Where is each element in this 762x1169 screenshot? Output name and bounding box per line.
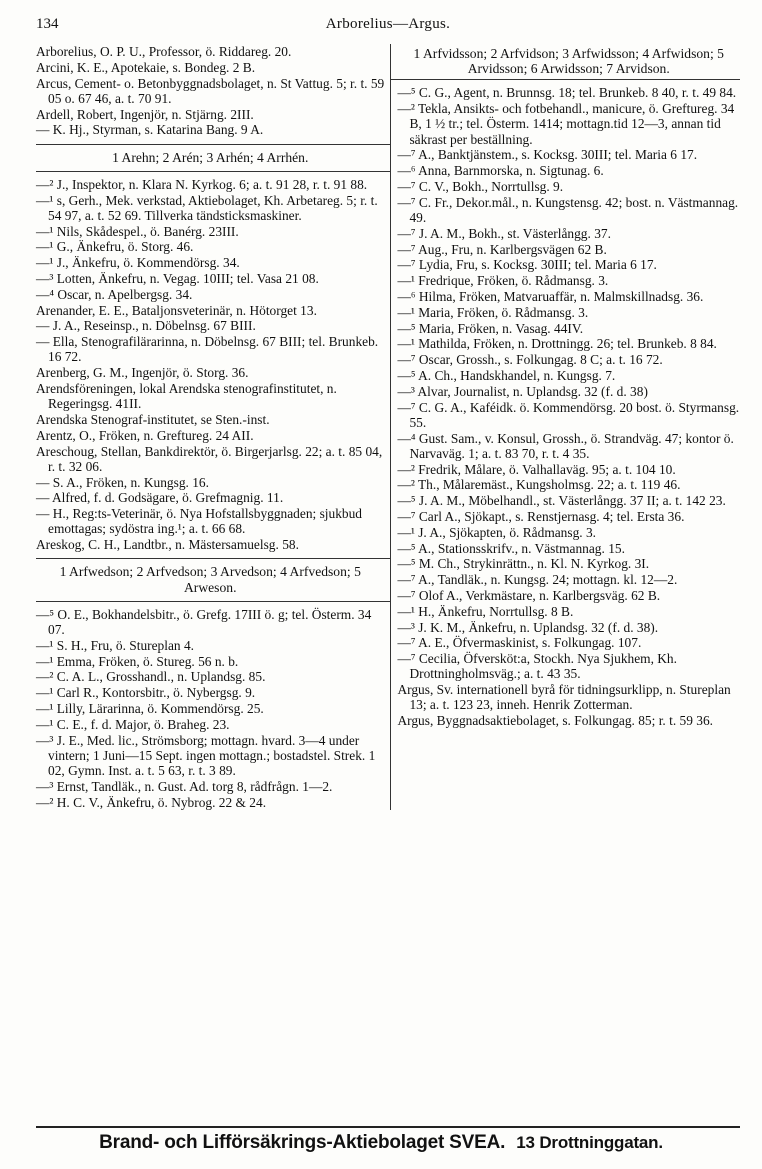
entry-group [36, 177, 384, 553]
directory-entry: —⁵ Maria, Fröken, n. Vasag. 44IV. [397, 320, 584, 336]
directory-entry: —⁷ Cecilia, Öfversköt:a, Stockh. Nya Sjukhem, Kh. Drottningholmsväg.; a. t. 43 35. [397, 651, 677, 682]
directory-entry: Ardell, Robert, Ingenjör, n. Stjärng. 2III. [36, 106, 254, 122]
advertiser-name: Brand- och Lifförsäkrings-Aktiebolaget SVEA. [99, 1132, 506, 1153]
directory-entry: — S. A., Fröken, n. Kungsg. 16. [36, 474, 209, 490]
directory-entry: —¹ Maria, Fröken, ö. Rådmansg. 3. [397, 304, 589, 320]
directory-entry: —⁵ M. Ch., Strykinrättn., n. Kl. N. Kyrkog. 3I. [397, 556, 650, 572]
directory-entry: —² Tekla, Ansikts- och fotbehandl., manicure, ö. Greftureg. 34 B, 1 ½ tr.; tel. Österm. 1414; mottagn.tid 12—3, annan tid säkrast per beställning. [397, 101, 735, 147]
directory-entry: —² J., Inspektor, n. Klara N. Kyrkog. 6; a. t. 91 28, r. t. 91 88. [36, 176, 368, 192]
directory-entry: Areskog, C. H., Landtbr., n. Mästersamuelsg. 58. [36, 537, 299, 553]
directory-entry: Arcus, Cement- o. Betonbyggnadsbolaget, n. St Vattug. 5; r. t. 59 05 o. 67 46, a. t. 70 91. [36, 75, 385, 106]
directory-entry: —¹ J., Änkefru, ö. Kommendörsg. 34. [36, 255, 240, 271]
directory-entry: —⁵ A. Ch., Handskhandel, n. Kungsg. 7. [397, 367, 616, 383]
section-divider [36, 144, 390, 145]
directory-entry: —⁷ J. A. M., Bokh., st. Västerlångg. 37. [397, 225, 611, 241]
section-divider [391, 79, 740, 80]
directory-entry: —¹ Carl R., Kontorsbitr., ö. Nybergsg. 9. [36, 685, 256, 701]
directory-entry: —¹ C. E., f. d. Major, ö. Braheg. 23. [36, 716, 230, 732]
directory-entry: —⁶ Hilma, Fröken, Matvaruaffär, n. Malmskillnadsg. 36. [397, 288, 704, 304]
directory-entry: Arborelius, O. P. U., Professor, ö. Riddareg. 20. [36, 44, 292, 59]
directory-entry: —⁷ Oscar, Grossh., s. Folkungag. 8 C; a. t. 16 72. [397, 352, 663, 368]
directory-entry: —³ Lotten, Änkefru, n. Vegag. 10III; tel. Vasa 21 08. [36, 270, 319, 286]
directory-entry: —¹ Lilly, Lärarinna, ö. Kommendörsg. 25. [36, 700, 264, 716]
section-divider [36, 171, 390, 172]
directory-entry: —⁷ Lydia, Fru, s. Kocksg. 30III; tel. Maria 6 17. [397, 257, 657, 273]
directory-entry: —² Th., Målaremäst., Kungsholmsg. 22; a. t. 119 46. [397, 477, 681, 493]
directory-entry: —¹ H., Änkefru, Norrtullsg. 8 B. [397, 603, 574, 619]
directory-entry: Argus, Sv. internationell byrå för tidningsurklipp, n. Stureplan 13; a. t. 123 23, inneh. Henrik Zotterman. [397, 682, 731, 713]
directory-entry: —⁷ Olof A., Verkmästare, n. Karlbergsväg. 62 B. [397, 587, 661, 603]
footer-rule [36, 1126, 740, 1128]
directory-entry: —¹ Emma, Fröken, ö. Stureg. 56 n. b. [36, 653, 239, 669]
directory-entry: Arcini, K. E., Apotekaie, s. Bondeg. 2 B. [36, 59, 256, 75]
directory-entry: — K. Hj., Styrman, s. Katarina Bang. 9 A. [36, 122, 264, 138]
directory-entry: Argus, Byggnadsaktiebolaget, s. Folkungag. 85; r. t. 59 36. [397, 713, 713, 729]
directory-entry: —² Fredrik, Målare, ö. Valhallaväg. 95; a. t. 104 10. [397, 461, 676, 477]
directory-entry: —⁵ C. G., Agent, n. Brunnsg. 18; tel. Brunkeb. 8 40, r. t. 49 84. [397, 85, 737, 101]
directory-entry: —⁴ Gust. Sam., v. Konsul, Grossh., ö. Strandväg. 47; kontor ö. Narvaväg. 1; a. t. 83 70, r. t. 4 35. [397, 430, 734, 461]
directory-entry: — H., Reg:ts-Veterinär, ö. Nya Hofstallsbyggnaden; sjukbud emottagas; sydöstra ing.¹; a. t. 66 68. [36, 506, 362, 537]
page-number: 134 [36, 16, 59, 32]
directory-entry: Arentz, O., Fröken, n. Greftureg. 24 AII. [36, 427, 254, 443]
advertisement-footer [0, 1132, 762, 1154]
directory-entry: Areschoug, Stellan, Bankdirektör, ö. Birgerjarlsg. 22; a. t. 85 04, r. t. 32 06. [36, 443, 383, 474]
directory-entry: —³ J. E., Med. lic., Strömsborg; mottagn. hvard. 3—4 under vintern; 1 Juni—15 Sept. ingen mottagn.; bostadstel. Strek. 1 02, Gymn. Inst. a. t. 5 63, r. t. 3 89. [36, 732, 376, 778]
entry-group [36, 607, 384, 810]
directory-entry: —¹ s, Gerh., Mek. verkstad, Aktiebolaget, Kh. Arbetareg. 5; r. t. 54 97, a. t. 52 69. Tillverka tändsticksmaskiner. [36, 192, 378, 223]
name-variants-heading: 1 Arehn; 2 Arén; 3 Arhén; 4 Arrhén. [112, 149, 309, 165]
name-variants-heading: 1 Arfwedson; 2 Arfvedson; 3 Arvedson; 4 Arfvedson; 5 Arweson. [59, 564, 361, 595]
directory-entry: —³ Ernst, Tandläk., n. Gust. Ad. torg 8, rådfrågn. 1—2. [36, 778, 333, 794]
directory-entry: — J. A., Reseinsp., n. Döbelnsg. 67 BIII. [36, 318, 256, 334]
entry-group [36, 44, 384, 138]
right-column [391, 44, 740, 810]
section-divider [36, 558, 390, 559]
directory-entry: —⁷ C. V., Bokh., Norrtullsg. 9. [397, 179, 564, 194]
directory-entry: —⁷ A., Banktjänstem., s. Kocksg. 30III; tel. Maria 6 17. [397, 147, 698, 163]
running-title: Arborelius—Argus. [325, 16, 451, 32]
two-column-body [36, 44, 740, 810]
directory-entry: Arendsföreningen, lokal Arendska stenografinstitutet, n. Regeringsg. 41II. [36, 380, 337, 412]
directory-entry: —³ Alvar, Journalist, n. Uplandsg. 32 (f. d. 38) [397, 383, 648, 399]
name-variants-heading: 1 Arfvidsson; 2 Arfvidson; 3 Arfwidsson; 4 Arfwidson; 5 Arvidsson; 6 Arwidsson; 7 Arvidson. [413, 46, 724, 77]
directory-entry: —⁷ A. E., Öfvermaskinist, s. Folkungag. 107. [397, 635, 642, 651]
directory-entry: — Ella, Stenografilärarinna, n. Döbelnsg. 67 BIII; tel. Brunkeb. 16 72. [36, 334, 379, 365]
directory-entry: —¹ Fredrique, Fröken, ö. Rådmansg. 3. [397, 273, 609, 289]
directory-entry: Arendska Stenograf-institutet, se Sten.-inst. [36, 411, 270, 427]
directory-entry: —⁴ Oscar, n. Apelbergsg. 34. [36, 286, 193, 302]
directory-entry: —⁷ A., Tandläk., n. Kungsg. 24; mottagn. kl. 12—2. [397, 572, 678, 588]
directory-entry: —¹ J. A., Sjökapten, ö. Rådmansg. 3. [397, 524, 597, 540]
entry-group [397, 85, 740, 728]
directory-entry: —⁵ O. E., Bokhandelsbitr., ö. Grefg. 17III ö. g; tel. Österm. 34 07. [36, 606, 372, 637]
directory-entry: —⁵ J. A. M., Möbelhandl., st. Västerlångg. 37 II; a. t. 142 23. [397, 493, 726, 509]
directory-entry: —⁷ Carl A., Sjökapt., s. Renstjernasg. 4; tel. Ersta 36. [397, 508, 685, 524]
directory-entry: —⁷ Aug., Fru, n. Karlbergsvägen 62 B. [397, 241, 607, 257]
directory-entry: — Alfred, f. d. Godsägare, ö. Grefmagnig. 11. [36, 490, 284, 506]
directory-entry: —⁵ A., Stationsskrifv., n. Västmannag. 15. [397, 540, 625, 556]
directory-entry: —⁷ C. Fr., Dekor.mål., n. Kungstensg. 42; bost. n. Västmannag. 49. [397, 194, 739, 225]
section-divider [36, 601, 390, 602]
directory-entry: —² C. A. L., Grosshandl., n. Uplandsg. 85. [36, 669, 266, 685]
directory-entry: Arenander, E. E., Bataljonsveterinär, n. Hötorget 13. [36, 302, 317, 318]
directory-entry: —⁶ Anna, Barnmorska, n. Sigtunag. 6. [397, 163, 604, 179]
left-column [36, 44, 391, 810]
directory-entry: —¹ Mathilda, Fröken, n. Drottningg. 26; tel. Brunkeb. 8 84. [397, 336, 717, 352]
directory-entry: —¹ S. H., Fru, ö. Stureplan 4. [36, 637, 195, 653]
directory-entry: —¹ Nils, Skådespel., ö. Banérg. 23III. [36, 223, 239, 239]
directory-entry: —¹ G., Änkefru, ö. Storg. 46. [36, 239, 194, 255]
directory-entry: —⁷ C. G. A., Kaféidk. ö. Kommendörsg. 20 bost. ö. Styrmansg. 55. [397, 399, 740, 430]
page-header [36, 14, 740, 36]
directory-entry: —³ J. K. M., Änkefru, n. Uplandsg. 32 (f. d. 38). [397, 619, 659, 635]
directory-entry: Arenberg, G. M., Ingenjör, ö. Storg. 36. [36, 365, 249, 381]
advertiser-address: 13 Drottninggatan. [516, 1133, 663, 1152]
directory-entry: —² H. C. V., Änkefru, ö. Nybrog. 22 & 24. [36, 794, 267, 810]
